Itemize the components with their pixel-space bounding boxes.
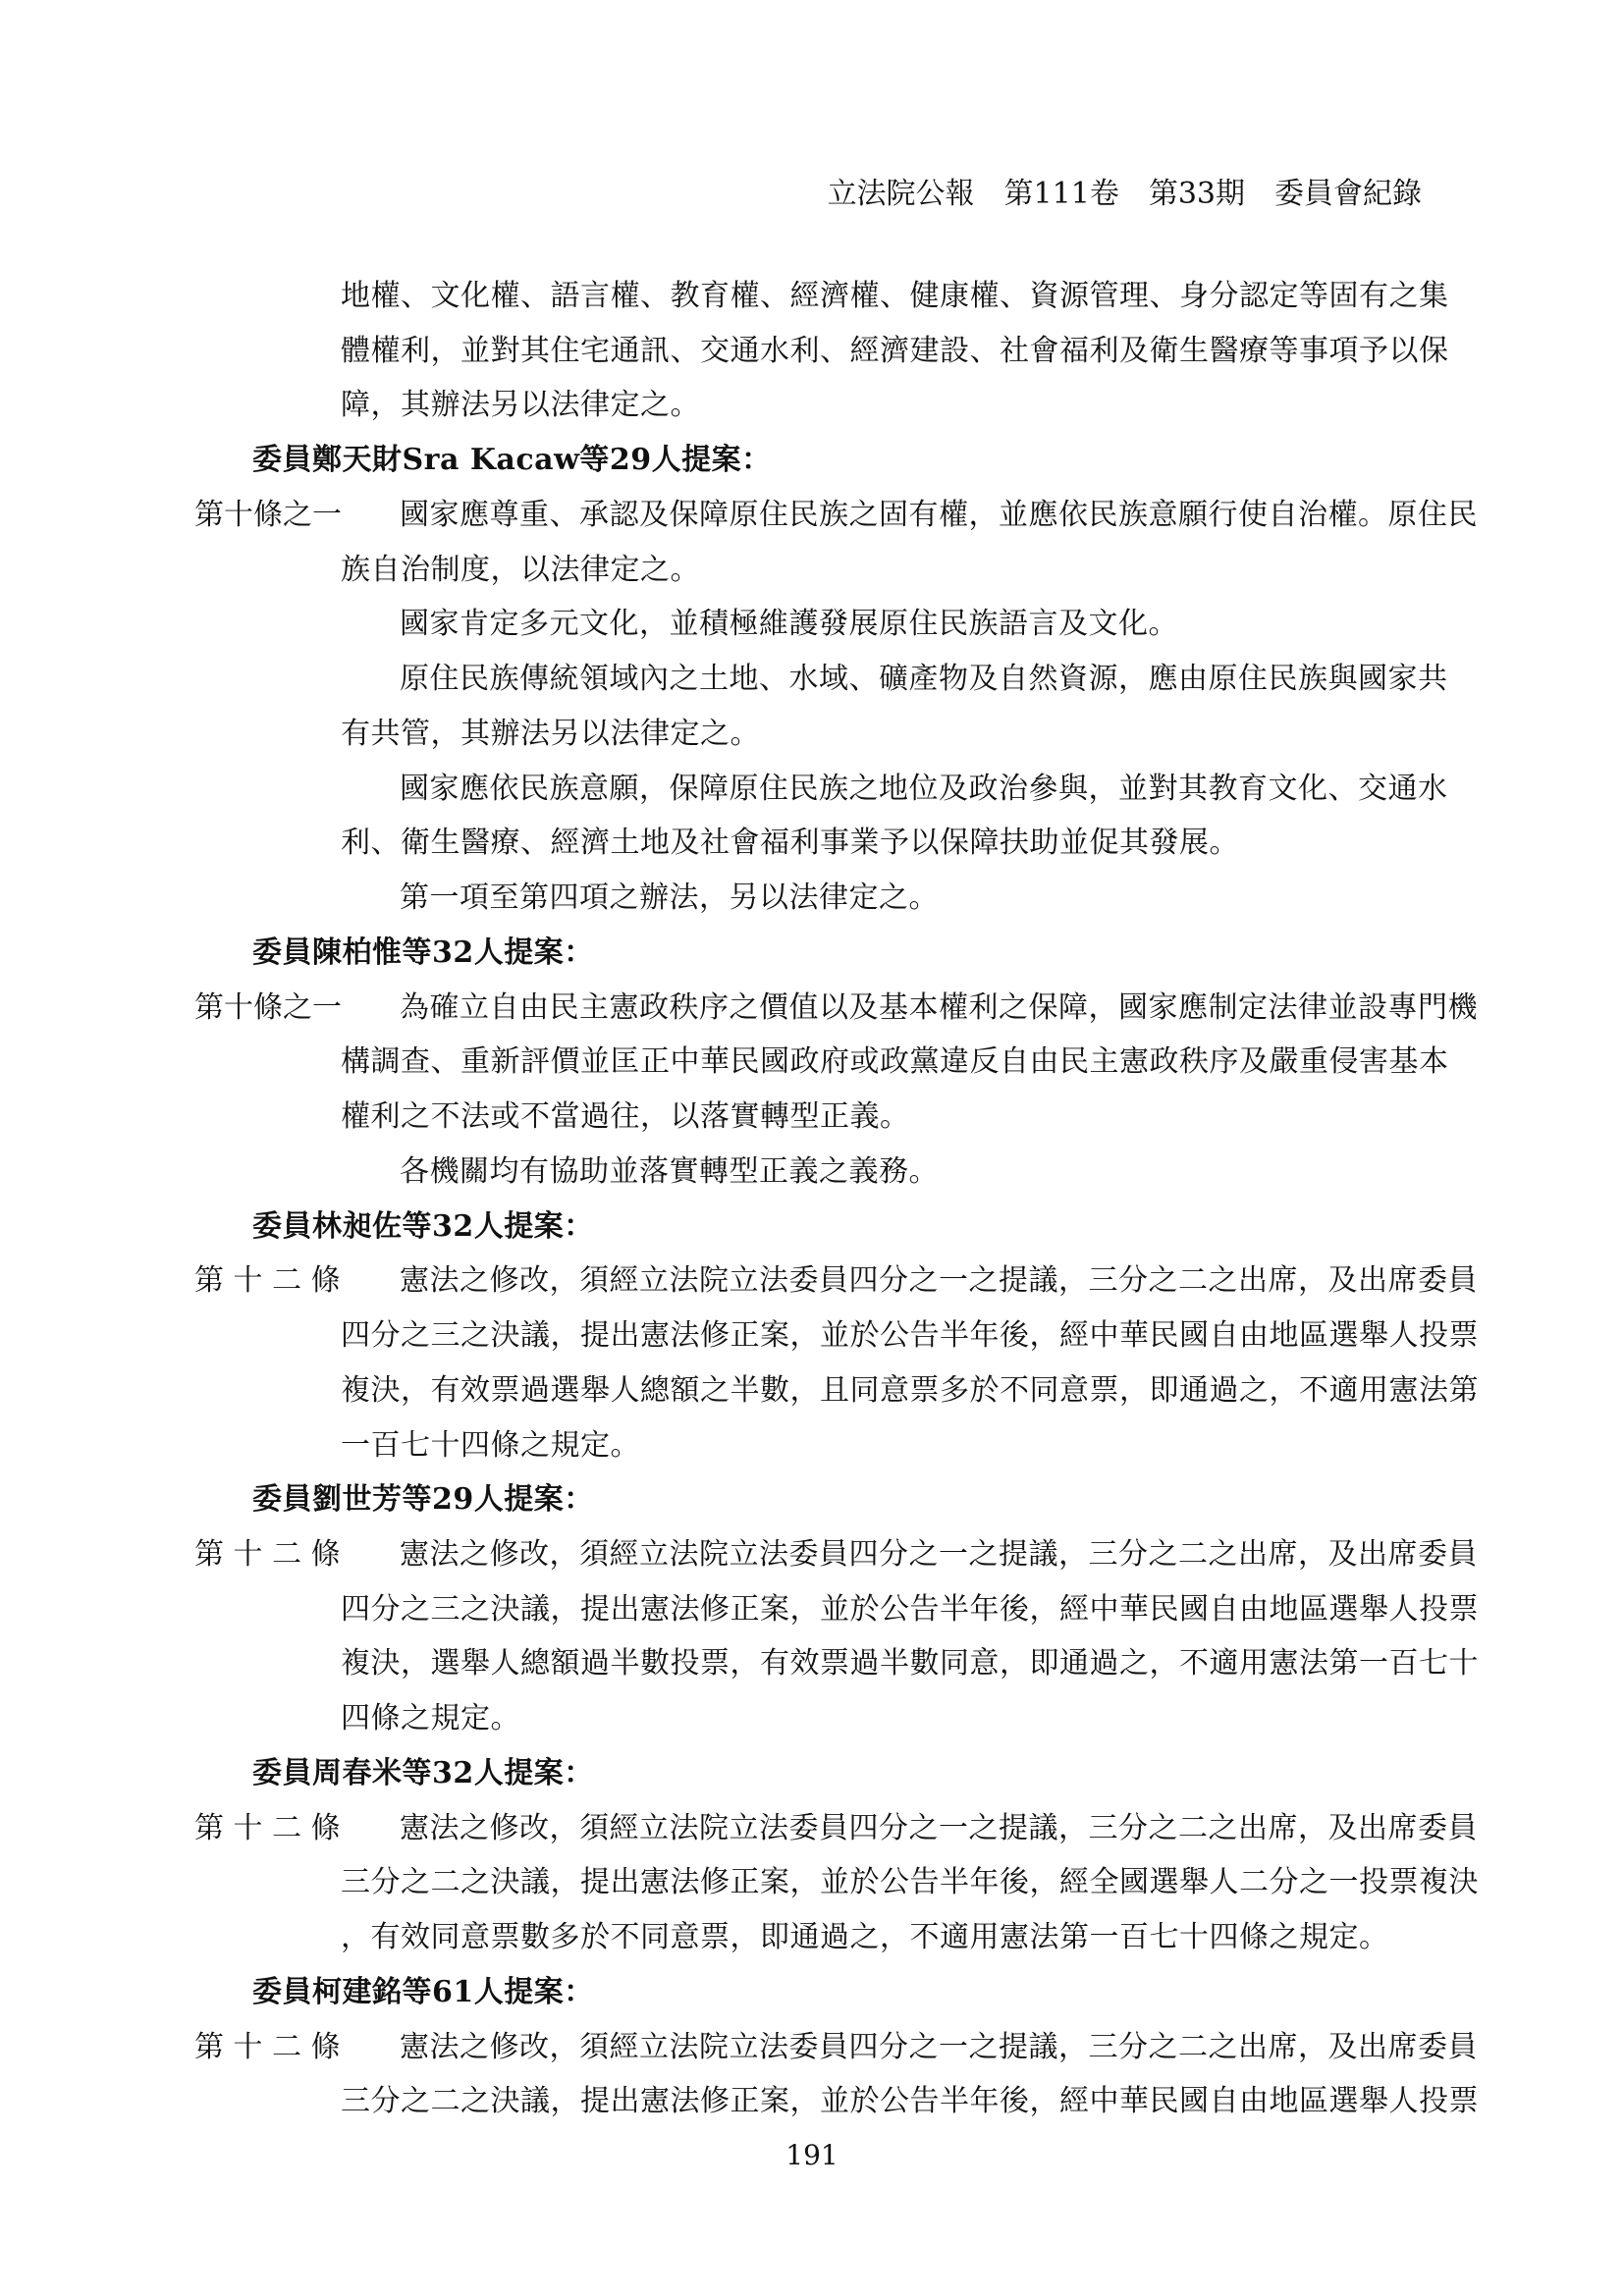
text-line: ，有效同意票數多於不同意票，即通過之，不適用憲法第一百七十四條之規定。: [341, 1920, 1389, 1954]
article-label: 第 十 二 條: [194, 1811, 341, 1845]
page-number: 191: [785, 2139, 839, 2171]
text-line: 有共管，其辦法另以法律定之。: [341, 717, 760, 751]
text-line: 複決，有效票過選舉人總額之半數，且同意票多於不同意票，即通過之，不適用憲法第: [341, 1373, 1479, 1408]
article-label: 第十條之一: [194, 498, 342, 532]
text-line: 三分之二之決議，提出憲法修正案，並於公告半年後，經全國選舉人二分之一投票複決: [341, 1865, 1479, 1899]
text-line: 憲法之修改，須經立法院立法委員四分之一之提議，三分之二之出席，及出席委員: [400, 1811, 1478, 1845]
article-label: 第 十 二 條: [194, 1537, 341, 1572]
text-line: 第一項至第四項之辦法，另以法律定之。: [400, 881, 939, 915]
text-line: 各機關均有協助並落實轉型正義之義務。: [400, 1154, 939, 1189]
proposal-title: 委員鄭天財Sra Kacaw等29人提案：: [252, 443, 772, 477]
page-header: 立法院公報 第111卷 第33期 委員會紀錄: [827, 177, 1422, 211]
article-label: 第十條之一: [194, 990, 342, 1025]
text-line: 地權、文化權、語言權、教育權、經濟權、健康權、資源管理、身分認定等固有之集: [341, 279, 1449, 313]
proposal-title: 委員劉世芳等29人提案：: [252, 1482, 594, 1517]
text-line: 國家應尊重、承認及保障原住民族之固有權，並應依民族意願行使自治權。原住民: [400, 498, 1478, 532]
proposal-title: 委員陳柏惟等32人提案：: [252, 935, 594, 970]
text-line: 四分之三之決議，提出憲法修正案，並於公告半年後，經中華民國自由地區選舉人投票: [341, 1318, 1479, 1353]
text-line: 四條之規定。: [341, 1701, 520, 1735]
text-line: 障，其辦法另以法律定之。: [341, 388, 700, 422]
text-line: 複決，選舉人總額過半數投票，有效票過半數同意，即通過之，不適用憲法第一百七十: [341, 1646, 1479, 1681]
proposal-title: 委員林昶佐等32人提案：: [252, 1209, 594, 1244]
text-line: 四分之三之決議，提出憲法修正案，並於公告半年後，經中華民國自由地區選舉人投票: [341, 1592, 1479, 1627]
text-line: 國家應依民族意願，保障原住民族之地位及政治參與，並對其教育文化、交通水: [400, 772, 1448, 806]
text-line: 憲法之修改，須經立法院立法委員四分之一之提議，三分之二之出席，及出席委員: [400, 2030, 1478, 2064]
proposal-title: 委員周春米等32人提案：: [252, 1756, 594, 1790]
article-label: 第 十 二 條: [194, 2030, 341, 2064]
text-line: 構調查、重新評價並匡正中華民國政府或政黨違反自由民主憲政秩序及嚴重侵害基本: [341, 1044, 1449, 1079]
text-line: 權利之不法或不當過往，以落實轉型正義。: [341, 1099, 910, 1134]
text-line: 利、衛生醫療、經濟土地及社會福利事業予以保障扶助並促其發展。: [341, 826, 1239, 860]
text-line: 一百七十四條之規定。: [341, 1428, 640, 1463]
text-line: 為確立自由民主憲政秩序之價值以及基本權利之保障，國家應制定法律並設專門機: [400, 990, 1478, 1025]
proposal-title: 委員柯建銘等61人提案：: [252, 1975, 594, 2009]
text-line: 三分之二之決議，提出憲法修正案，並於公告半年後，經中華民國自由地區選舉人投票: [341, 2084, 1479, 2118]
text-line: 原住民族傳統領域內之土地、水域、礦產物及自然資源，應由原住民族與國家共: [400, 662, 1448, 696]
text-line: 體權利，並對其住宅通訊、交通水利、經濟建設、社會福利及衛生醫療等事項予以保: [341, 334, 1449, 368]
text-line: 憲法之修改，須經立法院立法委員四分之一之提議，三分之二之出席，及出席委員: [400, 1537, 1478, 1572]
text-line: 憲法之修改，須經立法院立法委員四分之一之提議，三分之二之出席，及出席委員: [400, 1263, 1478, 1298]
article-label: 第 十 二 條: [194, 1263, 341, 1298]
text-line: 族自治制度，以法律定之。: [341, 553, 700, 587]
text-line: 國家肯定多元文化，並積極維護發展原住民族語言及文化。: [400, 607, 1178, 641]
